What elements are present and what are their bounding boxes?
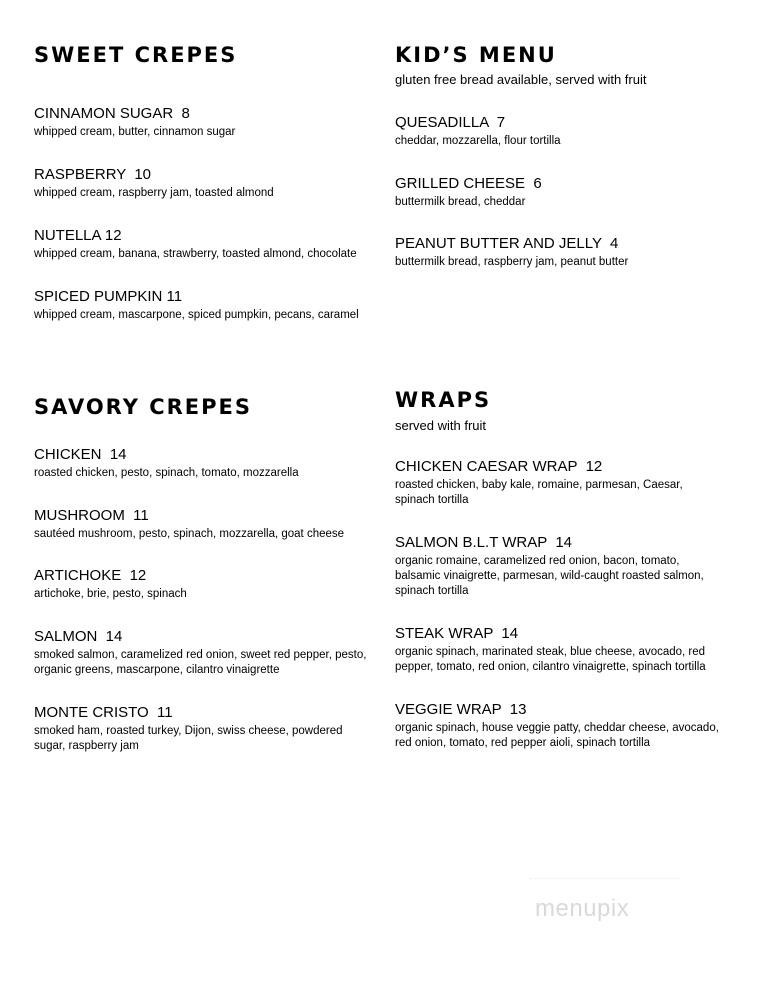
- item-description: buttermilk bread, raspberry jam, peanut butter: [395, 256, 629, 268]
- section-subtitle: gluten free bread available, served with fruit: [395, 72, 647, 87]
- item-name: NUTELLA 12: [34, 227, 122, 244]
- item-description: smoked ham, roasted turkey, Dijon, swiss cheese, powdered sugar, raspberry jam: [34, 725, 343, 752]
- watermark-line: [530, 878, 680, 885]
- item-description: organic spinach, house veggie patty, cheddar cheese, avocado, red onion, tomato, red pepper aioli, spinach tortilla: [395, 722, 719, 749]
- menu-item: [395, 700, 720, 751]
- kids-menu-section: [395, 42, 740, 88]
- sweet-crepes-section: [34, 42, 374, 68]
- item-description: sautéed mushroom, pesto, spinach, mozzarella, goat cheese: [34, 528, 345, 540]
- item-name: MONTE CRISTO 11: [34, 704, 173, 721]
- menu-item: [395, 234, 628, 270]
- menu-item: [395, 457, 725, 508]
- item-description: buttermilk bread, cheddar: [395, 196, 526, 208]
- menu-item: [34, 226, 357, 262]
- section-title: SWEET CREPES: [34, 43, 238, 67]
- menupix-watermark: menupix: [535, 895, 630, 922]
- item-description: organic spinach, marinated steak, blue cheese, avocado, red pepper, tomato, red onion, cilantro vinaigrette, spinach tortilla: [395, 646, 706, 673]
- item-name: CINNAMON SUGAR 8: [34, 105, 190, 122]
- menu-item: [34, 445, 299, 481]
- menu-item: [395, 624, 720, 675]
- menu-item: [395, 174, 542, 210]
- section-title: SAVORY CREPES: [34, 395, 253, 419]
- item-name: CHICKEN 14: [34, 446, 127, 463]
- item-name: SPICED PUMPKIN 11: [34, 288, 183, 305]
- item-name: ARTICHOKE 12: [34, 567, 147, 584]
- section-title: WRAPS: [395, 388, 492, 412]
- wraps-section: [395, 387, 740, 434]
- menu-item: [34, 627, 369, 678]
- item-name: SALMON 14: [34, 628, 123, 645]
- item-description: roasted chicken, pesto, spinach, tomato, mozzarella: [34, 467, 299, 479]
- item-description: roasted chicken, baby kale, romaine, parmesan, Caesar, spinach tortilla: [395, 479, 683, 506]
- menu-item: [34, 287, 359, 323]
- item-name: STEAK WRAP 14: [395, 625, 519, 642]
- menu-item: [34, 506, 344, 542]
- item-name: MUSHROOM 11: [34, 507, 149, 524]
- item-description: artichoke, brie, pesto, spinach: [34, 588, 187, 600]
- item-name: VEGGIE WRAP 13: [395, 701, 527, 718]
- item-description: cheddar, mozzarella, flour tortilla: [395, 135, 561, 147]
- item-name: RASPBERRY 10: [34, 166, 152, 183]
- section-subtitle: served with fruit: [395, 418, 487, 433]
- item-description: organic romaine, caramelized red onion, bacon, tomato, balsamic vinaigrette, parmesan, wild-caught roasted salmon, spinach tortilla: [395, 555, 704, 597]
- item-description: whipped cream, mascarpone, spiced pumpkin, pecans, caramel: [34, 309, 359, 321]
- item-description: whipped cream, raspberry jam, toasted almond: [34, 187, 274, 199]
- item-description: smoked salmon, caramelized red onion, sweet red pepper, pesto, organic greens, mascarpone, cilantro vinaigrette: [34, 649, 367, 676]
- menu-item: [34, 566, 187, 602]
- menu-item: [395, 113, 561, 149]
- menu-item: [34, 104, 235, 140]
- item-name: QUESADILLA 7: [395, 114, 506, 131]
- item-description: whipped cream, banana, strawberry, toasted almond, chocolate: [34, 248, 357, 260]
- savory-crepes-section: [34, 394, 374, 420]
- menu-item: [34, 165, 274, 201]
- menu-item: [395, 533, 715, 599]
- menu-item: [34, 703, 354, 754]
- section-title: KID’S MENU: [395, 43, 557, 67]
- item-name: SALMON B.L.T WRAP 14: [395, 534, 573, 551]
- item-description: whipped cream, butter, cinnamon sugar: [34, 126, 236, 138]
- item-name: CHICKEN CAESAR WRAP 12: [395, 458, 603, 475]
- item-name: GRILLED CHEESE 6: [395, 175, 542, 192]
- item-name: PEANUT BUTTER AND JELLY 4: [395, 235, 619, 252]
